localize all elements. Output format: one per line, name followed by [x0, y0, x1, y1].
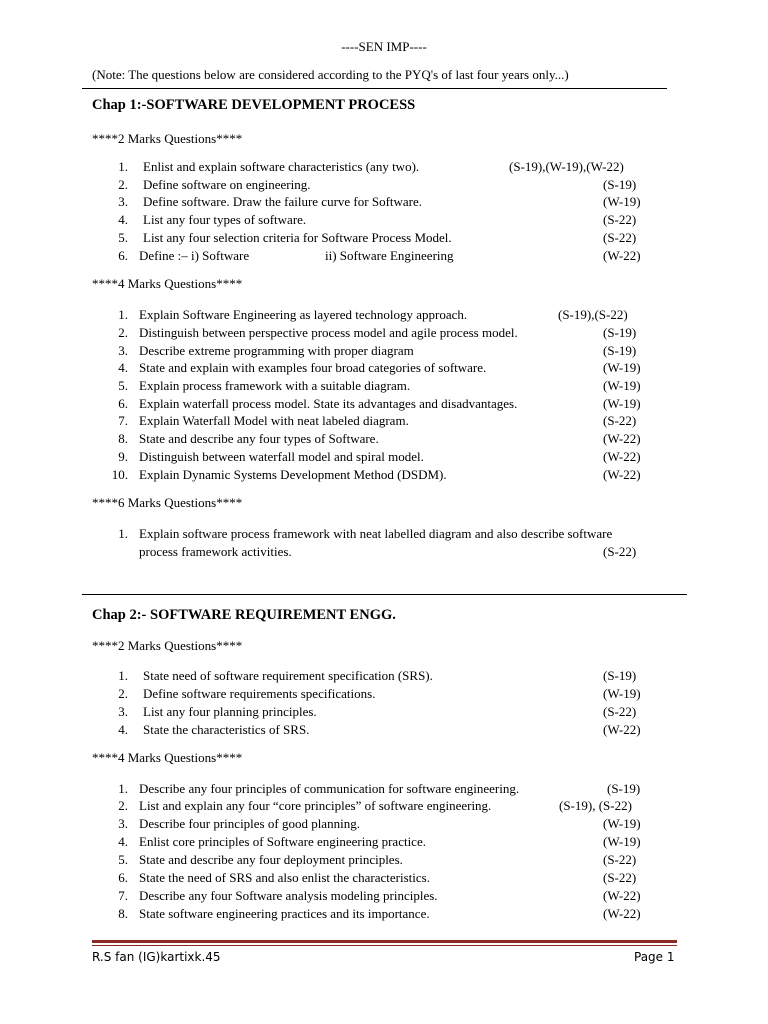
- footer-rule-thin: [92, 945, 677, 946]
- item-text: List and explain any four “core principles” of software engineering.: [139, 798, 492, 813]
- item-number: 10.: [111, 467, 128, 482]
- list-item: [0, 176, 768, 193]
- item-number: 1.: [118, 526, 128, 541]
- chap1-6-marks-label: ****6 Marks Questions****: [92, 495, 243, 510]
- item-text: Enlist and explain software characteristics (any two).: [143, 159, 420, 174]
- item-text: State and describe any four deployment principles.: [139, 852, 403, 867]
- item-number: 2.: [118, 798, 128, 813]
- item-number: 6.: [118, 248, 128, 263]
- list-item: [0, 703, 768, 720]
- exam-code: (S-19), (S-22): [559, 798, 632, 813]
- list-item: [0, 667, 768, 684]
- item-text-part-2: ii) Software Engineering: [325, 248, 454, 263]
- item-text: State and explain with examples four broad categories of software.: [139, 360, 487, 375]
- exam-code: (W-22): [603, 906, 641, 921]
- list-item: [0, 780, 768, 797]
- item-text: Describe any four principles of communication for software engineering.: [139, 781, 520, 796]
- item-number: 5.: [118, 230, 128, 245]
- list-item: [0, 869, 768, 886]
- item-number: 4.: [118, 834, 128, 849]
- exam-code: (S-22): [603, 852, 637, 867]
- item-number: 4.: [118, 212, 128, 227]
- exam-code: (W-19): [603, 686, 641, 701]
- chap1-2-marks-label: ****2 Marks Questions****: [92, 131, 243, 146]
- exam-code: (W-22): [603, 888, 641, 903]
- item-text: Explain process framework with a suitable diagram.: [139, 378, 411, 393]
- exam-code: (W-19): [603, 834, 641, 849]
- item-number: 1.: [118, 781, 128, 796]
- list-item: [0, 342, 768, 359]
- item-number: 1.: [118, 159, 128, 174]
- item-text: State software engineering practices and its importance.: [139, 906, 430, 921]
- list-item: [0, 525, 768, 542]
- item-number: 1.: [118, 307, 128, 322]
- item-text: Explain Waterfall Model with neat labeled diagram.: [139, 413, 409, 428]
- list-item: [0, 833, 768, 850]
- list-item: [0, 797, 768, 814]
- item-number: 7.: [118, 413, 128, 428]
- exam-code: (W-19): [603, 396, 641, 411]
- item-number: 3.: [118, 816, 128, 831]
- item-number: 3.: [118, 194, 128, 209]
- item-text: Explain waterfall process model. State its advantages and disadvantages.: [139, 396, 518, 411]
- item-number: 9.: [118, 449, 128, 464]
- exam-code: (S-22): [603, 230, 637, 245]
- item-number: 6.: [118, 396, 128, 411]
- item-text: Explain software process framework with neat labelled diagram and also describe software: [139, 526, 613, 541]
- chapter-1-heading: Chap 1:-SOFTWARE DEVELOPMENT PROCESS: [92, 97, 416, 113]
- exam-code: (S-22): [603, 212, 637, 227]
- item-text: State need of software requirement specification (SRS).: [143, 668, 433, 683]
- item-text: List any four planning principles.: [143, 704, 317, 719]
- list-item: [0, 229, 768, 246]
- item-text: State the need of SRS and also enlist the characteristics.: [139, 870, 430, 885]
- exam-code: (S-22): [603, 413, 637, 428]
- item-number: 8.: [118, 431, 128, 446]
- exam-code: (W-22): [603, 722, 641, 737]
- item-text: Describe extreme programming with proper diagram: [139, 343, 414, 358]
- item-text: Describe four principles of good planning.: [139, 816, 360, 831]
- item-text: Describe any four Software analysis modeling principles.: [139, 888, 438, 903]
- list-item: [0, 430, 768, 447]
- list-item: [0, 359, 768, 376]
- item-text: Explain Software Engineering as layered technology approach.: [139, 307, 468, 322]
- exam-code: (W-19): [603, 816, 641, 831]
- item-text: State the characteristics of SRS.: [143, 722, 310, 737]
- list-item: [0, 412, 768, 429]
- item-number: 8.: [118, 906, 128, 921]
- item-text: Distinguish between waterfall model and spiral model.: [139, 449, 424, 464]
- note-text: (Note: The questions below are considered according to the PYQ's of last four years only...): [92, 67, 569, 82]
- list-item: [0, 448, 768, 465]
- chap2-2-marks-label: ****2 Marks Questions****: [92, 638, 243, 653]
- exam-code: (S-19): [607, 781, 641, 796]
- list-item: [0, 158, 768, 175]
- list-item: [0, 851, 768, 868]
- item-text: List any four selection criteria for Software Process Model.: [143, 230, 452, 245]
- list-item: [0, 306, 768, 323]
- item-text: List any four types of software.: [143, 212, 307, 227]
- exam-code: (S-19): [603, 343, 637, 358]
- chap2-4-marks-label: ****4 Marks Questions****: [92, 750, 243, 765]
- header-divider: [82, 88, 667, 89]
- exam-code: (S-22): [603, 544, 637, 559]
- item-number: 2.: [118, 177, 128, 192]
- item-number: 5.: [118, 852, 128, 867]
- list-item: [0, 211, 768, 228]
- exam-code: (S-19),(S-22): [558, 307, 628, 322]
- exam-code: (S-19): [603, 325, 637, 340]
- item-number: 1.: [118, 668, 128, 683]
- list-item: [0, 247, 768, 264]
- item-text: Enlist core principles of Software engineering practice.: [139, 834, 426, 849]
- item-number: 5.: [118, 378, 128, 393]
- item-number: 4.: [118, 722, 128, 737]
- list-item: [0, 721, 768, 738]
- exam-code: (W-22): [603, 248, 641, 263]
- item-text: Define software. Draw the failure curve for Software.: [143, 194, 423, 209]
- item-number: 2.: [118, 686, 128, 701]
- item-text: Define :– i) Software: [139, 248, 250, 263]
- exam-code: (S-22): [603, 870, 637, 885]
- list-item: [0, 377, 768, 394]
- item-text: Define software on engineering.: [143, 177, 311, 192]
- item-text: State and describe any four types of Software.: [139, 431, 379, 446]
- item-text-part-2: process framework activities.: [139, 544, 292, 559]
- footer-credit: R.S fan (IG)kartixk.45: [92, 950, 221, 964]
- list-item: [0, 905, 768, 922]
- exam-code: (W-19): [603, 194, 641, 209]
- exam-code: (W-19): [603, 360, 641, 375]
- list-item: [0, 887, 768, 904]
- list-item: [0, 815, 768, 832]
- exam-code: (S-19): [603, 177, 637, 192]
- list-item: [0, 193, 768, 210]
- footer-rule-thick: [92, 940, 677, 943]
- exam-code: (W-22): [603, 449, 641, 464]
- page-number: Page 1: [634, 950, 675, 964]
- chapter-2-heading: Chap 2:- SOFTWARE REQUIREMENT ENGG.: [92, 607, 396, 623]
- item-text: Define software requirements specifications.: [143, 686, 376, 701]
- exam-code: (S-22): [603, 704, 637, 719]
- item-number: 3.: [118, 343, 128, 358]
- list-item: [0, 466, 768, 483]
- list-item: [0, 685, 768, 702]
- list-item: [0, 395, 768, 412]
- item-text: Distinguish between perspective process model and agile process model.: [139, 325, 518, 340]
- list-item-continuation: [0, 543, 768, 560]
- exam-code: (S-19): [603, 668, 637, 683]
- exam-code: (S-19),(W-19),(W-22): [509, 159, 624, 174]
- chapter-divider: [82, 594, 687, 595]
- item-number: 4.: [118, 360, 128, 375]
- item-number: 6.: [118, 870, 128, 885]
- list-item: [0, 324, 768, 341]
- item-text: Explain Dynamic Systems Development Method (DSDM).: [139, 467, 447, 482]
- page-title: ----SEN IMP----: [341, 39, 427, 54]
- exam-code: (W-22): [603, 467, 641, 482]
- item-number: 7.: [118, 888, 128, 903]
- exam-code: (W-19): [603, 378, 641, 393]
- item-number: 2.: [118, 325, 128, 340]
- chap1-4-marks-label: ****4 Marks Questions****: [92, 276, 243, 291]
- exam-code: (W-22): [603, 431, 641, 446]
- item-number: 3.: [118, 704, 128, 719]
